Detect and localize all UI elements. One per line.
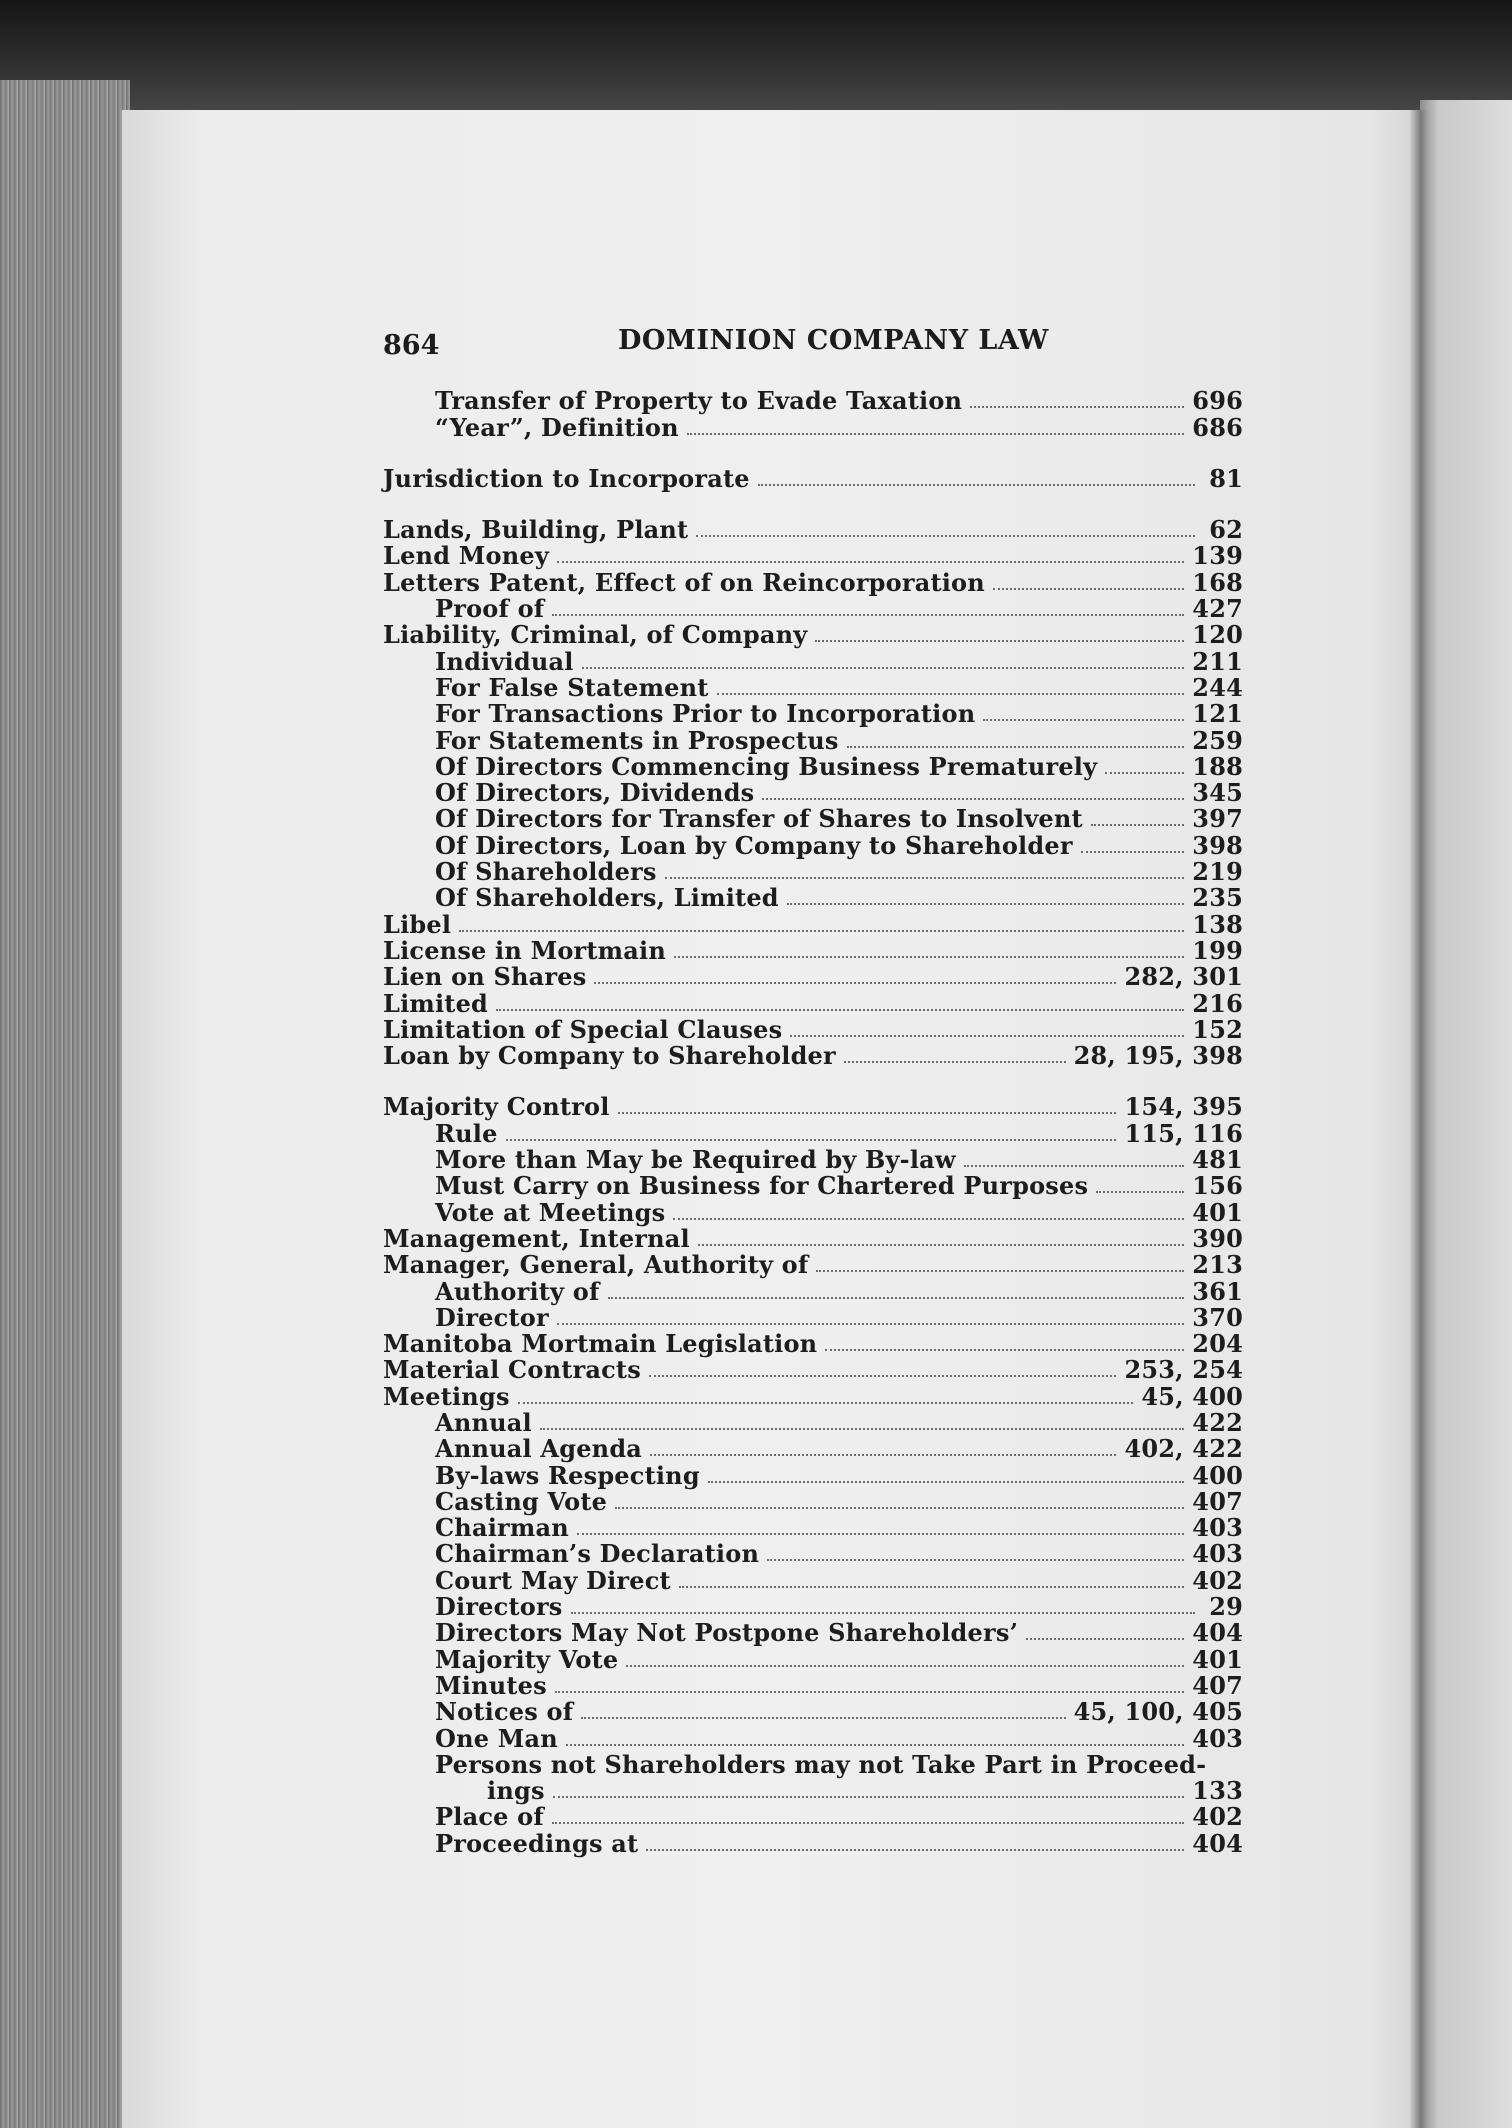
- dot-leader: [787, 903, 1185, 905]
- index-term: Rule: [435, 1118, 498, 1148]
- index-term: More than May be Required by By-law: [435, 1145, 956, 1175]
- index-term: Libel: [383, 909, 452, 939]
- dot-leader: [552, 1822, 1184, 1824]
- index-term: Letters Patent, Effect of on Reincorporation: [383, 567, 985, 597]
- index-entry: [383, 1120, 1243, 1146]
- index-page-refs: 398: [1192, 830, 1243, 860]
- index-page-refs: 62: [1209, 515, 1243, 545]
- index-entry: [383, 1830, 1243, 1856]
- dot-leader: [594, 982, 1116, 984]
- index-entry: [383, 1646, 1243, 1672]
- index-page-refs: 138: [1192, 909, 1243, 939]
- index-term: Of Directors for Transfer of Shares to Insolvent: [435, 804, 1083, 834]
- index-term: Material Contracts: [383, 1355, 641, 1385]
- index-page-refs: 401: [1192, 1197, 1243, 1227]
- index-page-refs: 219: [1192, 857, 1243, 887]
- index-entry: [383, 648, 1243, 674]
- index-page-refs: 139: [1192, 541, 1243, 571]
- index-term: Annual Agenda: [435, 1434, 643, 1464]
- index-entry: [383, 1407, 1243, 1437]
- index-entry: [383, 414, 1243, 440]
- index-entry: [383, 1541, 1243, 1567]
- index-entry: [383, 517, 1243, 543]
- index-entry: [383, 1383, 1243, 1409]
- index-page-refs: 404: [1192, 1828, 1243, 1858]
- index-entry: [383, 1173, 1243, 1199]
- dot-leader: [696, 535, 1195, 537]
- dot-leader: [1026, 1638, 1184, 1640]
- running-title: DOMINION COMPANY LAW: [618, 325, 1049, 356]
- index-entry: [383, 1567, 1243, 1593]
- dot-leader: [649, 1375, 1117, 1377]
- index-entry: [383, 1515, 1243, 1541]
- index-term: Majority Control: [383, 1092, 610, 1122]
- index-page-refs: 216: [1192, 988, 1243, 1018]
- index-term: By-laws Respecting: [435, 1460, 700, 1490]
- index-page-refs: 154, 395: [1124, 1092, 1243, 1122]
- dot-leader: [626, 1665, 1184, 1667]
- index-entry: [383, 388, 1243, 414]
- dot-leader: [552, 614, 1184, 616]
- index-page-refs: 397: [1192, 804, 1243, 834]
- index-page-refs: 370: [1192, 1302, 1243, 1332]
- index-entry: [383, 727, 1243, 753]
- index-term: Limitation of Special Clauses: [383, 1014, 783, 1044]
- dot-leader: [762, 798, 1184, 800]
- index-entry: [383, 1804, 1243, 1830]
- index-entry: [383, 1699, 1243, 1725]
- dot-leader: [993, 588, 1184, 590]
- index-term: Limited: [383, 988, 489, 1018]
- index-entry: [383, 1302, 1243, 1332]
- dot-leader: [506, 1139, 1117, 1141]
- index-entry-continuation: [383, 1778, 1243, 1804]
- index-entry: [383, 1278, 1243, 1304]
- dot-leader: [717, 693, 1185, 695]
- index-page-refs: 235: [1192, 883, 1243, 913]
- index-term: Place of: [435, 1802, 544, 1832]
- index-page-refs: 133: [1192, 1776, 1243, 1806]
- dot-leader: [825, 1349, 1184, 1351]
- index-entry: [383, 859, 1243, 885]
- index-page-refs: 404: [1192, 1618, 1243, 1648]
- index-entry: [383, 1620, 1243, 1646]
- index-term: Manager, General, Authority of: [383, 1250, 809, 1280]
- dot-leader: [581, 1717, 1065, 1719]
- index-term: Lend Money: [383, 541, 549, 571]
- index-page-refs: 402, 422: [1124, 1434, 1243, 1464]
- index-term: Director: [435, 1302, 549, 1332]
- index-page-refs: 282, 301: [1124, 962, 1243, 992]
- index-page-refs: 481: [1192, 1145, 1243, 1175]
- index-term: One Man: [435, 1723, 558, 1753]
- index-term: Majority Vote: [435, 1644, 619, 1674]
- dot-leader: [708, 1481, 1184, 1483]
- index-page-refs: 28, 195, 398: [1073, 1041, 1243, 1071]
- index-entry: [383, 1147, 1243, 1173]
- index-term: Liability, Criminal, of Company: [383, 620, 808, 650]
- dot-leader: [650, 1454, 1116, 1456]
- index-term: Meetings: [383, 1381, 510, 1411]
- index-entry: [383, 1486, 1243, 1516]
- index-page-refs: 422: [1192, 1407, 1243, 1437]
- index-page-refs: 121: [1192, 699, 1243, 729]
- dot-leader: [983, 719, 1184, 721]
- index-page-refs: 259: [1192, 725, 1243, 755]
- index-entry: [383, 1749, 1243, 1779]
- next-page-edge: [1420, 100, 1512, 2128]
- index-page-refs: 427: [1192, 594, 1243, 624]
- index-page-refs: 696: [1192, 386, 1243, 416]
- index-term: Of Directors, Dividends: [435, 778, 755, 808]
- index-page-refs: 211: [1192, 646, 1243, 676]
- index-entry: [383, 1594, 1243, 1620]
- index-entry: [383, 780, 1243, 806]
- dot-leader: [540, 1428, 1184, 1430]
- index-term: Court May Direct: [435, 1565, 671, 1595]
- index-term: For Transactions Prior to Incorporation: [435, 699, 976, 729]
- dot-leader: [615, 1507, 1184, 1509]
- dot-leader: [555, 1691, 1184, 1693]
- index-entry: [383, 1331, 1243, 1357]
- dot-leader: [618, 1112, 1117, 1114]
- index-entry: [383, 622, 1243, 648]
- index-entry: [383, 701, 1243, 727]
- index-term: Casting Vote: [435, 1486, 608, 1516]
- index-term: Minutes: [435, 1670, 547, 1700]
- dot-leader: [698, 1244, 1184, 1246]
- index-page-refs: 361: [1192, 1276, 1243, 1306]
- index-term: Notices of: [435, 1697, 574, 1727]
- dot-leader: [844, 1061, 1066, 1063]
- index-term: Loan by Company to Shareholder: [383, 1041, 836, 1071]
- index-page-refs: 402: [1192, 1565, 1243, 1595]
- index-page-refs: 403: [1192, 1723, 1243, 1753]
- dot-leader: [459, 930, 1184, 932]
- dot-leader: [815, 640, 1184, 642]
- index-page-refs: 403: [1192, 1513, 1243, 1543]
- index-term: Individual: [435, 646, 574, 676]
- index-term: Chairman’s Declaration: [435, 1539, 760, 1569]
- index-entry: [383, 1094, 1243, 1120]
- index-page-refs: 152: [1192, 1014, 1243, 1044]
- index-page-refs: 253, 254: [1124, 1355, 1243, 1385]
- dot-leader: [496, 1009, 1184, 1011]
- index-term: “Year”, Definition: [435, 412, 679, 442]
- index-page-refs: 403: [1192, 1539, 1243, 1569]
- index-entry: [383, 1725, 1243, 1751]
- page-gutter: [1410, 110, 1428, 2128]
- index-page-refs: 29: [1209, 1592, 1243, 1622]
- index-page-refs: 402: [1192, 1802, 1243, 1832]
- index-entry: [383, 1043, 1243, 1069]
- index-page-refs: 213: [1192, 1250, 1243, 1280]
- index-page-refs: 407: [1192, 1486, 1243, 1516]
- index-entry: [383, 885, 1243, 911]
- book-cover-top: [0, 0, 1512, 120]
- dot-leader: [665, 877, 1185, 879]
- dot-leader: [1081, 851, 1185, 853]
- index-entry: [383, 1223, 1243, 1253]
- dot-leader: [571, 1612, 1195, 1614]
- index-term: Annual: [435, 1407, 532, 1437]
- index-list: [383, 388, 1243, 1857]
- dot-leader: [847, 746, 1185, 748]
- page-header: [383, 325, 1250, 367]
- dot-leader: [557, 561, 1184, 563]
- index-entry: [383, 1436, 1243, 1462]
- index-page-refs: 81: [1209, 463, 1243, 493]
- index-page-refs: 244: [1192, 672, 1243, 702]
- dot-leader: [577, 1533, 1184, 1535]
- dot-leader: [518, 1402, 1134, 1404]
- index-term: Of Shareholders, Limited: [435, 883, 779, 913]
- page-edges: [0, 80, 130, 2128]
- index-entry: [383, 911, 1243, 937]
- dot-leader: [582, 667, 1185, 669]
- index-entry: [383, 1670, 1243, 1700]
- index-page-refs: 45, 400: [1141, 1381, 1243, 1411]
- dot-leader: [553, 1796, 1185, 1798]
- index-entry: [383, 990, 1243, 1016]
- index-page-refs: 401: [1192, 1644, 1243, 1674]
- index-entry: [383, 832, 1243, 858]
- dot-leader: [687, 433, 1185, 435]
- dot-leader: [679, 1586, 1184, 1588]
- index-term: License in Mortmain: [383, 935, 666, 965]
- index-entry: [383, 1462, 1243, 1488]
- dot-leader: [964, 1165, 1185, 1167]
- dot-leader: [557, 1323, 1185, 1325]
- index-page-refs: 168: [1192, 567, 1243, 597]
- dot-leader: [816, 1270, 1184, 1272]
- index-entry: [383, 935, 1243, 965]
- index-entry: [383, 672, 1243, 702]
- index-entry: [383, 543, 1243, 569]
- index-entry: [383, 1199, 1243, 1225]
- dot-leader: [1096, 1191, 1184, 1193]
- index-entry: [383, 1014, 1243, 1044]
- index-entry: [383, 463, 1243, 493]
- index-entry: [383, 964, 1243, 990]
- index-term: Of Shareholders: [435, 857, 657, 887]
- index-term: Directors: [435, 1592, 563, 1622]
- index-term: Of Directors, Loan by Company to Shareholder: [435, 830, 1073, 860]
- index-page-refs: 400: [1192, 1460, 1243, 1490]
- dot-leader: [1091, 824, 1185, 826]
- index-page-refs: 686: [1192, 412, 1243, 442]
- index-page-refs: 390: [1192, 1223, 1243, 1253]
- index-page-refs: 45, 100, 405: [1073, 1697, 1243, 1727]
- index-page-refs: 204: [1192, 1329, 1243, 1359]
- index-term: Proceedings at: [435, 1828, 639, 1858]
- index-entry: [383, 751, 1243, 781]
- index-term: Transfer of Property to Evade Taxation: [435, 386, 963, 416]
- index-term: Vote at Meetings: [435, 1197, 666, 1227]
- index-term-continuation: ings: [487, 1776, 545, 1806]
- index-term: Proof of: [435, 594, 545, 624]
- index-term: Of Directors Commencing Business Prematurely: [435, 751, 1098, 781]
- index-entry: [383, 1357, 1243, 1383]
- dot-leader: [566, 1744, 1184, 1746]
- index-page-refs: 156: [1192, 1171, 1243, 1201]
- dot-leader: [673, 1218, 1184, 1220]
- index-entry: [383, 806, 1243, 832]
- index-page-refs: 407: [1192, 1670, 1243, 1700]
- dot-leader: [646, 1849, 1184, 1851]
- index-term: Persons not Shareholders may not Take Part in Proceed-: [435, 1749, 1207, 1779]
- index-term: Lien on Shares: [383, 962, 587, 992]
- index-term: For False Statement: [435, 672, 709, 702]
- index-term: Manitoba Mortmain Legislation: [383, 1329, 818, 1359]
- index-page-refs: 199: [1192, 935, 1243, 965]
- index-term: Directors May Not Postpone Shareholders’: [435, 1618, 1019, 1648]
- index-term: Lands, Building, Plant: [383, 515, 689, 545]
- dot-leader: [1105, 772, 1184, 774]
- index-entry: [383, 596, 1243, 622]
- index-page-refs: 188: [1192, 751, 1243, 781]
- dot-leader: [758, 484, 1195, 486]
- dot-leader: [674, 956, 1184, 958]
- index-page-refs: 120: [1192, 620, 1243, 650]
- dot-leader: [767, 1559, 1184, 1561]
- index-page-refs: 345: [1192, 778, 1243, 808]
- dot-leader: [970, 406, 1184, 408]
- page-number: 864: [383, 330, 440, 361]
- index-entry: [383, 1252, 1243, 1278]
- index-term: Authority of: [435, 1276, 600, 1306]
- index-entry: [383, 569, 1243, 595]
- index-term: Must Carry on Business for Chartered Purposes: [435, 1171, 1089, 1201]
- index-term: Management, Internal: [383, 1223, 690, 1253]
- index-term: For Statements in Prospectus: [435, 725, 839, 755]
- index-term: Jurisdiction to Incorporate: [383, 463, 750, 493]
- dot-leader: [608, 1297, 1185, 1299]
- index-page-refs: 115, 116: [1124, 1118, 1243, 1148]
- index-term: Chairman: [435, 1513, 569, 1543]
- dot-leader: [790, 1035, 1184, 1037]
